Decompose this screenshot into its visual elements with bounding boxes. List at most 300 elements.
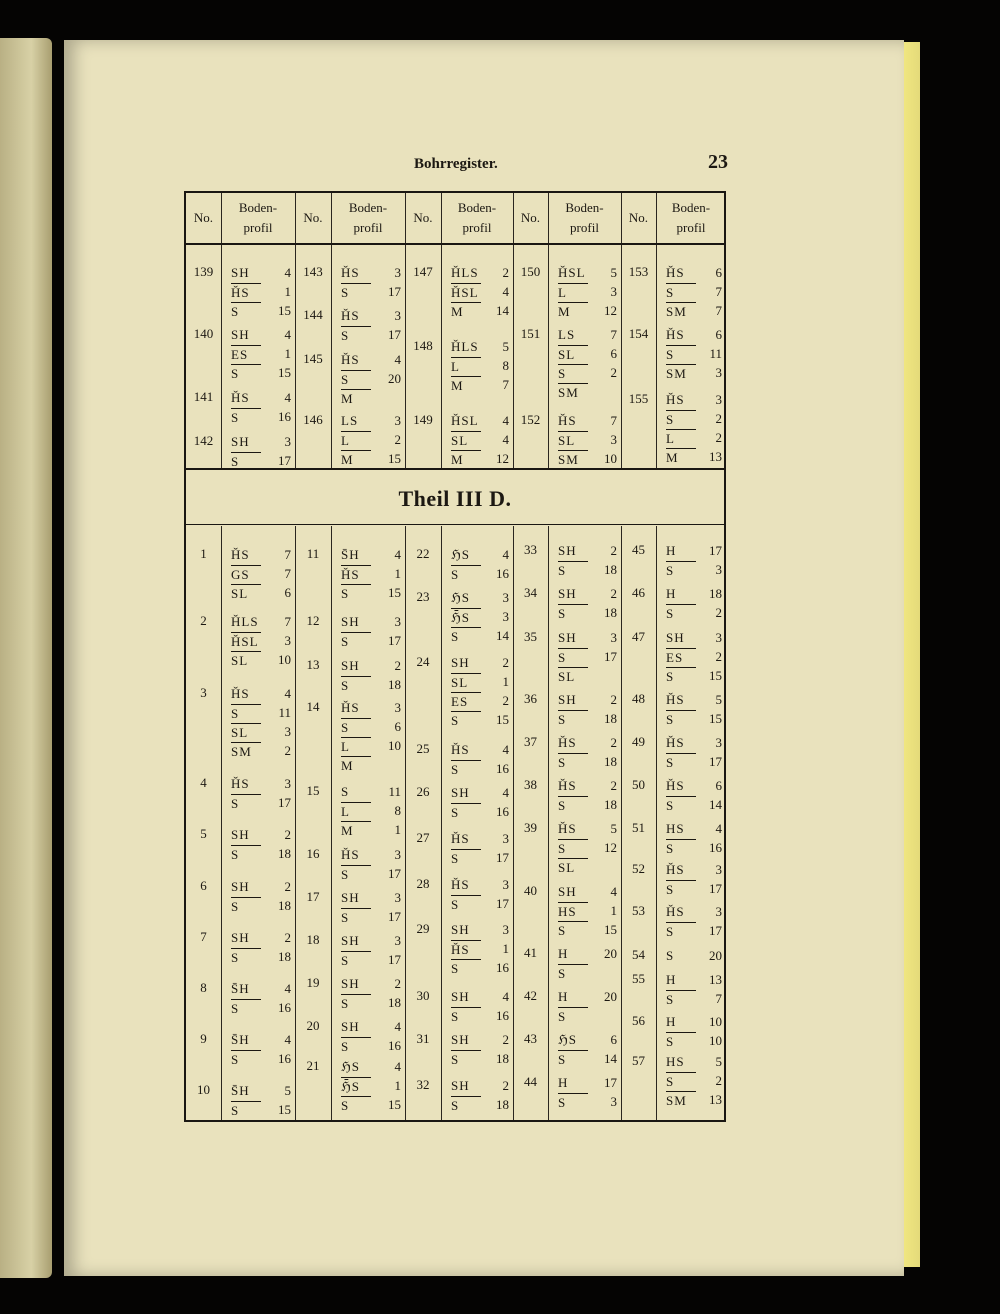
soil-profile-layer <box>341 1018 401 1036</box>
soil-code: S <box>666 922 696 941</box>
soil-profile-layer <box>231 1031 291 1049</box>
soil-profile-layer <box>341 584 401 603</box>
layer-depth: 7 <box>284 614 291 629</box>
column-header-bodenprofil <box>548 193 621 243</box>
soil-code: S <box>558 921 588 940</box>
layer-depth: 6 <box>284 585 291 600</box>
soil-code: S <box>341 908 371 927</box>
header-text: Boden- <box>671 200 711 215</box>
boring-number: 15 <box>306 783 320 798</box>
soil-code: ȞS <box>341 352 360 367</box>
layer-depth: 5 <box>284 1083 291 1098</box>
soil-code: M <box>451 376 481 395</box>
soil-code: H <box>558 946 569 961</box>
boring-number: 25 <box>416 741 430 756</box>
layer-depth: 1 <box>394 566 401 581</box>
soil-code: SH <box>341 1019 360 1034</box>
layer-depth: 17 <box>604 1075 617 1090</box>
soil-code: S <box>341 584 371 603</box>
soil-code: ȞS <box>341 265 360 280</box>
soil-profile-layer <box>558 561 617 580</box>
layer-depth: 11 <box>709 346 722 361</box>
layer-depth: 2 <box>284 930 291 945</box>
layer-depth: 2 <box>284 743 291 758</box>
boring-number: 23 <box>416 589 430 604</box>
soil-code: H <box>666 972 677 987</box>
column-header-bodenprofil <box>331 193 405 243</box>
soil-code: S̄H <box>231 981 250 996</box>
soil-profile-layer <box>451 803 509 822</box>
layer-depth: 20 <box>604 946 617 961</box>
soil-profile-layer <box>341 632 401 651</box>
soil-profile-layer <box>558 667 617 686</box>
soil-code: S <box>341 784 350 799</box>
soil-code: ES <box>231 345 261 364</box>
layer-depth: 2 <box>502 265 509 280</box>
soil-profile-layer <box>341 412 401 430</box>
layer-depth: 2 <box>394 658 401 673</box>
layer-depth: 3 <box>394 933 401 948</box>
soil-code: S <box>451 1007 481 1026</box>
layer-depth: 16 <box>278 1000 291 1015</box>
layer-depth: 4 <box>502 432 509 447</box>
soil-profile-layer <box>558 604 617 623</box>
soil-code: HS <box>666 821 685 836</box>
soil-profile-layer <box>341 783 401 801</box>
soil-profile-layer <box>451 876 509 894</box>
layer-depth: 16 <box>388 1038 401 1053</box>
layer-depth: 18 <box>496 1097 509 1112</box>
soil-code: ȞS <box>231 390 250 405</box>
layer-depth: 3 <box>394 308 401 323</box>
layer-depth: 6 <box>715 265 722 280</box>
soil-profile-layer <box>666 629 722 647</box>
soil-profile-layer <box>558 345 617 364</box>
soil-profile-layer <box>341 676 401 695</box>
bohrregister-table <box>184 191 726 1122</box>
boring-number: 49 <box>632 734 645 749</box>
soil-profile-layer <box>451 959 509 978</box>
soil-code: SH <box>451 1078 470 1093</box>
soil-profile-layer <box>666 410 722 429</box>
soil-code: SH <box>231 879 250 894</box>
layer-depth: 17 <box>709 923 722 938</box>
boring-number: 38 <box>524 777 537 792</box>
soil-code: L <box>341 431 371 450</box>
soil-code: M <box>341 389 371 408</box>
soil-profile-layer <box>451 302 509 321</box>
column-divider <box>441 526 442 1120</box>
soil-profile-layer <box>451 450 509 469</box>
soil-code: ℌ̄S <box>451 608 481 627</box>
layer-depth: 2 <box>610 543 617 558</box>
soil-code: ȞSL <box>451 283 481 302</box>
soil-profile-layer <box>666 880 722 899</box>
soil-code: L <box>666 429 696 448</box>
soil-profile-layer <box>341 565 401 584</box>
soil-profile-layer <box>666 777 722 795</box>
soil-code: ȞS <box>231 686 250 701</box>
soil-profile-layer <box>558 283 617 302</box>
soil-profile-layer <box>341 351 401 369</box>
boring-number: 153 <box>628 264 649 279</box>
soil-profile-layer <box>451 849 509 868</box>
soil-code: S <box>666 990 696 1009</box>
column-header-no: No. <box>520 210 541 225</box>
boring-number: 152 <box>520 412 541 427</box>
soil-code: S <box>558 796 588 815</box>
soil-profile-layer <box>231 389 291 407</box>
layer-depth: 6 <box>715 327 722 342</box>
boring-number: 35 <box>524 629 537 644</box>
boring-number: 141 <box>193 389 214 404</box>
soil-code: ȞS <box>341 700 360 715</box>
soil-profile-layer <box>451 1096 509 1115</box>
boring-number: 26 <box>416 784 430 799</box>
soil-profile-layer <box>341 326 401 345</box>
header-text: Boden- <box>348 200 388 215</box>
boring-number: 32 <box>416 1077 430 1092</box>
soil-profile-layer <box>666 302 722 321</box>
soil-profile-layer <box>341 657 401 675</box>
boring-number: 145 <box>303 351 323 366</box>
soil-profile-layer <box>231 264 291 282</box>
layer-depth: 3 <box>610 1094 617 1109</box>
soil-profile-layer <box>558 839 617 858</box>
soil-profile-layer <box>666 990 722 1009</box>
soil-profile-layer <box>451 264 509 282</box>
soil-profile-layer <box>451 1077 509 1095</box>
soil-code: S <box>666 345 696 364</box>
soil-profile-layer <box>231 948 291 967</box>
soil-code: ES <box>451 692 481 711</box>
boring-number: 43 <box>524 1031 537 1046</box>
layer-depth: 4 <box>502 785 509 800</box>
layer-depth: 2 <box>502 1032 509 1047</box>
layer-depth: 15 <box>278 1102 291 1117</box>
soil-profile-layer <box>451 357 509 376</box>
soil-profile-layer <box>341 1077 401 1096</box>
soil-profile-layer <box>666 971 722 989</box>
soil-code: S <box>666 839 696 858</box>
soil-code: M <box>558 302 588 321</box>
soil-profile-layer <box>341 865 401 884</box>
layer-depth: 3 <box>715 904 722 919</box>
layer-depth: 1 <box>284 284 291 299</box>
soil-code: SH <box>341 933 360 948</box>
soil-code: S <box>451 803 481 822</box>
boring-number: 6 <box>200 878 207 893</box>
soil-profile-layer <box>558 412 617 430</box>
layer-depth: 17 <box>388 633 401 648</box>
layer-depth: 11 <box>388 784 401 799</box>
soil-code: ȞS <box>666 327 685 342</box>
boring-number: 155 <box>628 391 649 406</box>
page-number: 23 <box>708 151 728 173</box>
soil-profile-layer <box>666 448 722 467</box>
soil-profile-layer <box>451 565 509 584</box>
layer-depth: 20 <box>709 948 722 963</box>
boring-number: 20 <box>306 1018 320 1033</box>
soil-code: L <box>341 737 371 756</box>
layer-depth: 4 <box>502 989 509 1004</box>
soil-code: ȞSL <box>231 632 261 651</box>
soil-code: SH <box>451 989 470 1004</box>
layer-depth: 3 <box>284 633 291 648</box>
soil-profile-layer <box>231 452 291 471</box>
layer-depth: 3 <box>502 590 509 605</box>
soil-code: SM <box>666 364 696 383</box>
boring-number: 17 <box>306 889 320 904</box>
boring-number: 140 <box>193 326 214 341</box>
layer-depth: 18 <box>278 898 291 913</box>
boring-number: 9 <box>200 1031 207 1046</box>
layer-depth: 1 <box>394 822 401 837</box>
soil-profile-layer <box>558 964 617 983</box>
layer-depth: 17 <box>604 649 617 664</box>
soil-profile-layer <box>558 383 617 402</box>
soil-profile-layer <box>666 648 722 667</box>
soil-code: S <box>558 1007 588 1026</box>
layer-depth: 13 <box>709 449 722 464</box>
boring-number: 22 <box>416 546 430 561</box>
soil-profile-layer <box>666 542 722 560</box>
layer-depth: 3 <box>502 609 509 624</box>
boring-number: 40 <box>524 883 537 898</box>
header-text: profil <box>353 220 383 235</box>
layer-depth: 17 <box>709 754 722 769</box>
layer-depth: 2 <box>715 430 722 445</box>
soil-profile-layer <box>231 326 291 344</box>
layer-depth: 2 <box>284 827 291 842</box>
column-divider <box>221 526 222 1120</box>
layer-depth: 1 <box>502 941 509 956</box>
soil-code: S <box>666 1072 696 1091</box>
layer-depth: 4 <box>502 284 509 299</box>
soil-code: S <box>666 410 696 429</box>
layer-depth: 13 <box>709 972 722 987</box>
boring-number: 143 <box>303 264 323 279</box>
soil-profile-layer <box>231 878 291 896</box>
soil-code: S <box>451 849 481 868</box>
soil-code: SH <box>231 827 250 842</box>
soil-code: M <box>666 448 696 467</box>
layer-depth: 3 <box>394 890 401 905</box>
soil-profile-layer <box>341 737 401 756</box>
soil-profile-layer <box>231 897 291 916</box>
layer-depth: 17 <box>388 866 401 881</box>
boring-number: 1 <box>200 546 207 561</box>
soil-code: ȞS <box>451 940 481 959</box>
soil-profile-layer <box>231 794 291 813</box>
header-text: profil <box>570 220 599 235</box>
soil-profile-layer <box>666 283 722 302</box>
soil-profile-layer <box>666 1032 722 1051</box>
layer-depth: 20 <box>388 371 401 386</box>
soil-code: LS <box>341 413 359 428</box>
soil-profile-layer <box>451 673 509 692</box>
soil-code: S <box>341 632 371 651</box>
boring-number: 13 <box>306 657 320 672</box>
soil-profile-layer <box>666 861 722 879</box>
soil-code: SH <box>558 543 577 558</box>
soil-code: SH <box>451 655 470 670</box>
soil-profile-layer <box>231 1082 291 1100</box>
layer-depth: 5 <box>502 339 509 354</box>
soil-code: ES <box>666 648 696 667</box>
boring-number: 30 <box>416 988 430 1003</box>
soil-profile-layer <box>451 654 509 672</box>
soil-profile-layer <box>558 883 617 901</box>
soil-code: S̄H <box>231 1083 250 1098</box>
layer-depth: 18 <box>388 677 401 692</box>
column-header-no: No. <box>413 210 433 225</box>
soil-code: M <box>451 450 481 469</box>
boring-number: 16 <box>306 846 320 861</box>
layer-depth: 2 <box>394 432 401 447</box>
layer-depth: 2 <box>610 778 617 793</box>
soil-code: S <box>231 845 261 864</box>
layer-depth: 12 <box>604 303 617 318</box>
soil-code: S <box>666 948 675 963</box>
soil-code: SH <box>341 890 360 905</box>
layer-depth: 14 <box>496 303 509 318</box>
soil-code: S <box>231 948 261 967</box>
soil-code: S <box>341 1037 371 1056</box>
layer-depth: 16 <box>496 566 509 581</box>
soil-code: S <box>341 676 371 695</box>
soil-code: S <box>231 302 261 321</box>
layer-depth: 10 <box>278 652 291 667</box>
soil-code: SL <box>451 431 481 450</box>
layer-depth: 1 <box>284 346 291 361</box>
boring-number: 8 <box>200 980 207 995</box>
soil-code: H <box>558 989 569 1004</box>
boring-number: 45 <box>632 542 645 557</box>
soil-code: S <box>666 1032 696 1051</box>
layer-depth: 15 <box>388 585 401 600</box>
layer-depth: 4 <box>502 742 509 757</box>
soil-code: H <box>558 1075 569 1090</box>
soil-code: ȞS <box>666 735 685 750</box>
soil-profile-layer <box>341 389 401 408</box>
layer-depth: 3 <box>284 724 291 739</box>
layer-depth: 16 <box>496 761 509 776</box>
layer-depth: 7 <box>610 327 617 342</box>
boring-number: 56 <box>632 1013 645 1028</box>
soil-profile-layer <box>558 364 617 383</box>
layer-depth: 16 <box>496 804 509 819</box>
soil-code: SM <box>666 302 696 321</box>
soil-code: SH <box>451 922 470 937</box>
soil-profile-layer <box>341 370 401 389</box>
layer-depth: 16 <box>496 960 509 975</box>
soil-profile-layer <box>451 760 509 779</box>
soil-code: H <box>666 543 677 558</box>
soil-profile-layer <box>341 951 401 970</box>
boring-number: 150 <box>520 264 541 279</box>
soil-code: SH <box>341 658 360 673</box>
boring-number: 139 <box>193 264 214 279</box>
soil-profile-layer <box>666 604 722 623</box>
soil-code: S <box>231 999 261 1018</box>
layer-depth: 3 <box>502 922 509 937</box>
layer-depth: 5 <box>715 1054 722 1069</box>
soil-code: S <box>341 865 371 884</box>
layer-depth: 3 <box>394 413 401 428</box>
soil-profile-layer <box>666 922 722 941</box>
layer-depth: 17 <box>278 453 291 468</box>
soil-profile-layer <box>231 345 291 364</box>
layer-depth: 15 <box>278 303 291 318</box>
soil-code: SM <box>558 383 588 402</box>
soil-code: SH <box>558 692 577 707</box>
soil-profile-layer <box>666 1053 722 1071</box>
layer-depth: 15 <box>278 365 291 380</box>
soil-code: S <box>341 718 371 737</box>
soil-profile-layer <box>231 584 291 603</box>
soil-profile-layer <box>451 608 509 627</box>
soil-code: S <box>666 561 696 580</box>
soil-profile-layer <box>451 412 509 430</box>
layer-depth: 18 <box>388 995 401 1010</box>
boring-number: 28 <box>416 876 430 891</box>
layer-depth: 1 <box>394 1078 401 1093</box>
soil-code: SL <box>231 584 261 603</box>
soil-profile-layer <box>558 1007 617 1026</box>
soil-profile-layer <box>558 734 617 752</box>
soil-profile-layer <box>558 777 617 795</box>
layer-depth: 10 <box>388 738 401 753</box>
boring-number: 24 <box>416 654 430 669</box>
boring-number: 14 <box>306 699 320 714</box>
layer-depth: 3 <box>502 877 509 892</box>
header-text: Boden- <box>565 200 604 215</box>
soil-profile-layer <box>451 431 509 450</box>
running-header: Bohrregister. <box>414 156 498 172</box>
layer-depth: 8 <box>394 803 401 818</box>
soil-code: S <box>666 604 696 623</box>
soil-profile-layer <box>231 546 291 564</box>
soil-profile-layer <box>558 326 617 344</box>
layer-depth: 2 <box>610 586 617 601</box>
layer-depth: 18 <box>278 846 291 861</box>
boring-number: 154 <box>628 326 649 341</box>
soil-profile-layer <box>666 839 722 858</box>
layer-depth: 2 <box>284 879 291 894</box>
soil-code: L <box>341 802 371 821</box>
soil-code: ȞS <box>558 413 577 428</box>
soil-profile-layer <box>558 858 617 877</box>
layer-depth: 7 <box>284 547 291 562</box>
soil-code: L <box>558 283 588 302</box>
boring-number: 151 <box>520 326 541 341</box>
soil-code: H <box>666 586 677 601</box>
layer-depth: 4 <box>284 686 291 701</box>
soil-code: ȞS <box>341 847 360 862</box>
boring-number: 54 <box>632 947 645 962</box>
soil-code: ȞS <box>451 877 470 892</box>
soil-profile-layer <box>341 546 401 564</box>
soil-profile-layer <box>666 429 722 448</box>
soil-code: S̄H <box>341 547 360 562</box>
layer-depth: 8 <box>502 358 509 373</box>
layer-depth: 18 <box>278 949 291 964</box>
soil-profile-layer <box>231 433 291 451</box>
boring-number: 52 <box>632 861 645 876</box>
soil-profile-layer <box>231 283 291 302</box>
soil-code: SH <box>558 884 577 899</box>
